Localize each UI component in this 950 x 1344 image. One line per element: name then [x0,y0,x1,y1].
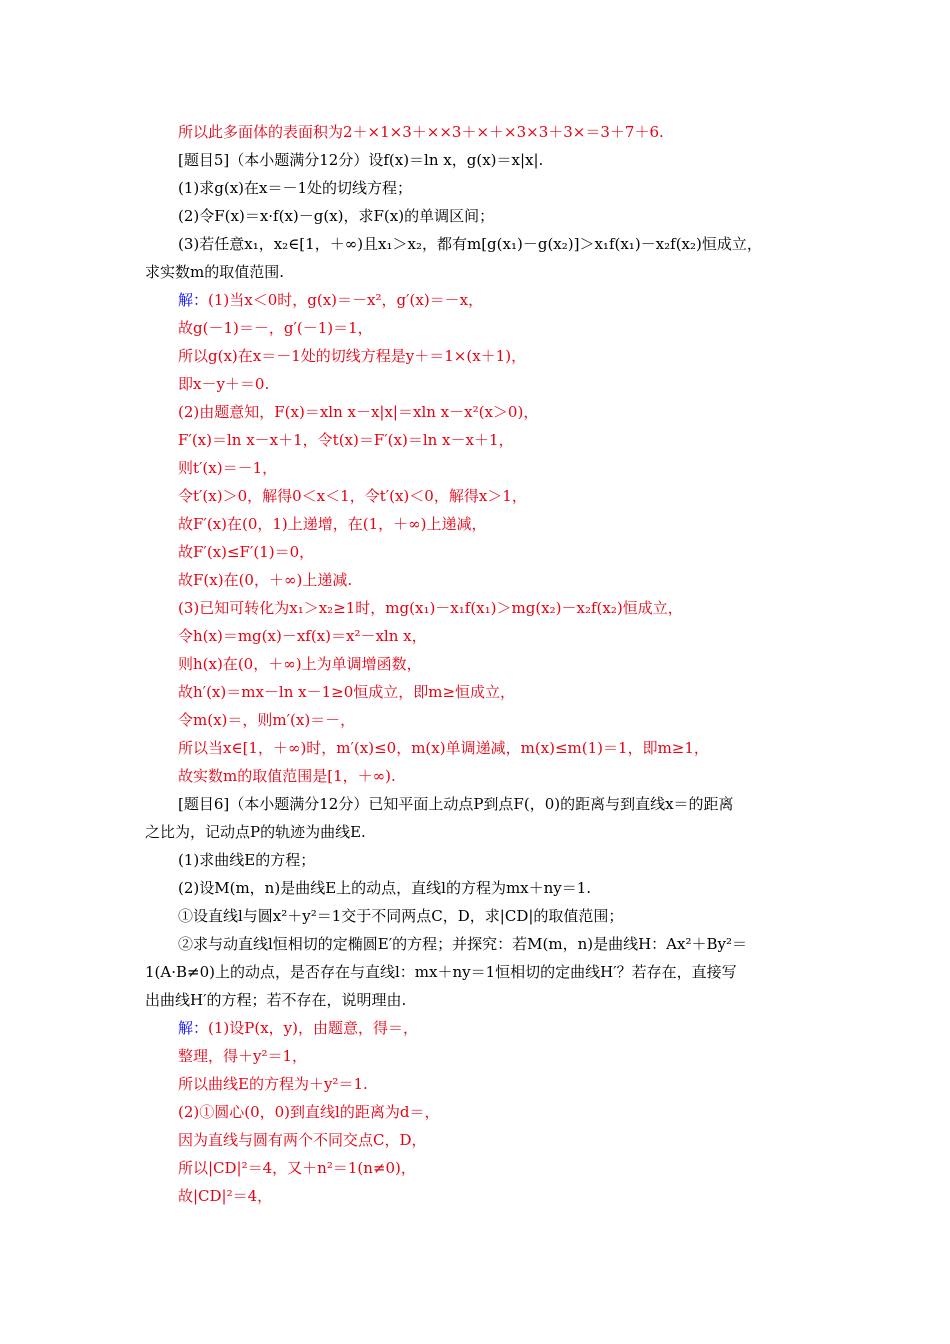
solution-5-line-11: 故F(x)在(0，＋∞)上递减. [178,571,353,589]
solution-5-line-3: 所以g(x)在x＝－1处的切线方程是y＋＝1×(x＋1)， [178,347,527,365]
problem-5-part-3: (3)若任意x₁，x₂∈[1，＋∞)且x₁＞x₂，都有m[g(x₁)－g(x₂)]＞x₁f(x₁)－x₂f(x₂)恒成立， [178,235,762,253]
problem-5-part-2: (2)令F(x)＝x·f(x)－g(x)，求F(x)的单调区间； [178,207,495,225]
solution-6-line-4: (2)①圆心(0，0)到直线l的距离为d＝， [178,1103,440,1121]
solution-5-line-10: 故F′(x)≤F′(1)＝0， [178,543,315,561]
solution-label: 解： [178,291,209,309]
solution-label: 解： [178,1019,209,1037]
solution-6-line-6: 所以|CD|²＝4，又＋n²＝1(n≠0)， [178,1159,416,1177]
surface-area-conclusion: 所以此多面体的表面积为2＋×1×3＋××3＋×＋×3×3＋3×＝3＋7＋6. [178,123,664,141]
solution-5-line-14: 则h(x)在(0，＋∞)上为单调增函数， [178,655,422,673]
solution-5-line-18: 故实数m的取值范围是[1，＋∞). [178,767,396,785]
problem-5-part-1: (1)求g(x)在x＝－1处的切线方程； [178,179,413,197]
solution-5-line-7: 则t′(x)＝－1， [178,459,278,477]
solution-6-line-3: 所以曲线E的方程为＋y²＝1. [178,1075,368,1093]
solution-5-line-5: (2)由题意知，F(x)＝xln x－x|x|＝xln x－x²(x＞0)， [178,403,539,421]
problem-6-part-2-2-cont-2: 出曲线H′的方程；若不存在，说明理由. [145,991,407,1009]
problem-5-header: [题目5]（本小题满分12分）设f(x)＝ln x，g(x)＝x|x|. [178,151,544,169]
problem-6-part-2-2-cont-1: 1(A·B≠0)上的动点，是否存在与直线l：mx＋ny＝1恒相切的定曲线H′？若存在，直接写 [145,963,737,981]
problem-6-part-1: (1)求曲线E的方程； [178,851,316,869]
solution-5-line-4: 即x－y＋＝0. [178,375,270,393]
solution-5-line-2: 故g(－1)＝－，g′(－1)＝1， [178,319,373,337]
problem-5-part-3-cont: 求实数m的取值范围. [145,263,284,281]
solution-5-line-17: 所以当x∈[1，＋∞)时，m′(x)≤0，m(x)单调递减，m(x)≤m(1)＝1，即m≥1， [178,739,709,757]
solution-5-line-16: 令m(x)＝，则m′(x)＝－， [178,711,356,729]
solution-5-line-15: 故h′(x)＝mx－ln x－1≥0恒成立，即m≥恒成立， [178,683,516,701]
solution-5-line-8: 令t′(x)＞0，解得0＜x＜1，令t′(x)＜0，解得x＞1， [178,487,527,505]
problem-6-part-2-1: ①设直线l与圆x²＋y²＝1交于不同两点C，D，求|CD|的取值范围； [178,907,624,925]
problem-6-header-cont: 之比为，记动点P的轨迹为曲线E. [145,823,366,841]
solution-6-line-2: 整理，得＋y²＝1， [178,1047,308,1065]
solution-5-line-9: 故F′(x)在(0，1)上递增，在(1，＋∞)上递减， [178,515,487,533]
solution-6-line-7: 故|CD|²＝4， [178,1187,273,1205]
problem-6-header: [题目6]（本小题满分12分）已知平面上动点P到点F(，0)的距离与到直线x＝的距离 [178,795,734,813]
problem-6-part-2: (2)设M(m，n)是曲线E上的动点，直线l的方程为mx＋ny＝1. [178,879,592,897]
solution-5-line-12: (3)已知可转化为x₁＞x₂≥1时，mg(x₁)－x₁f(x₁)＞mg(x₂)－x₂f(x₂)恒成立， [178,599,683,617]
solution-5-line-13: 令h(x)＝mg(x)－xf(x)＝x²－xln x， [178,627,427,645]
solution-5-line-6: F′(x)＝ln x－x＋1，令t(x)＝F′(x)＝ln x－x＋1， [178,431,514,449]
solution-6-line-1: 解：(1)设P(x，y)，由题意，得＝， [178,1019,418,1037]
solution-6-line-5: 因为直线与圆有两个不同交点C，D， [178,1131,427,1149]
solution-5-line-1: 解：(1)当x＜0时，g(x)＝－x²，g′(x)＝－x， [178,291,484,309]
problem-6-part-2-2: ②求与动直线l恒相切的定椭圆E′的方程；并探究：若M(m，n)是曲线H：Ax²＋By²＝ [178,935,747,953]
